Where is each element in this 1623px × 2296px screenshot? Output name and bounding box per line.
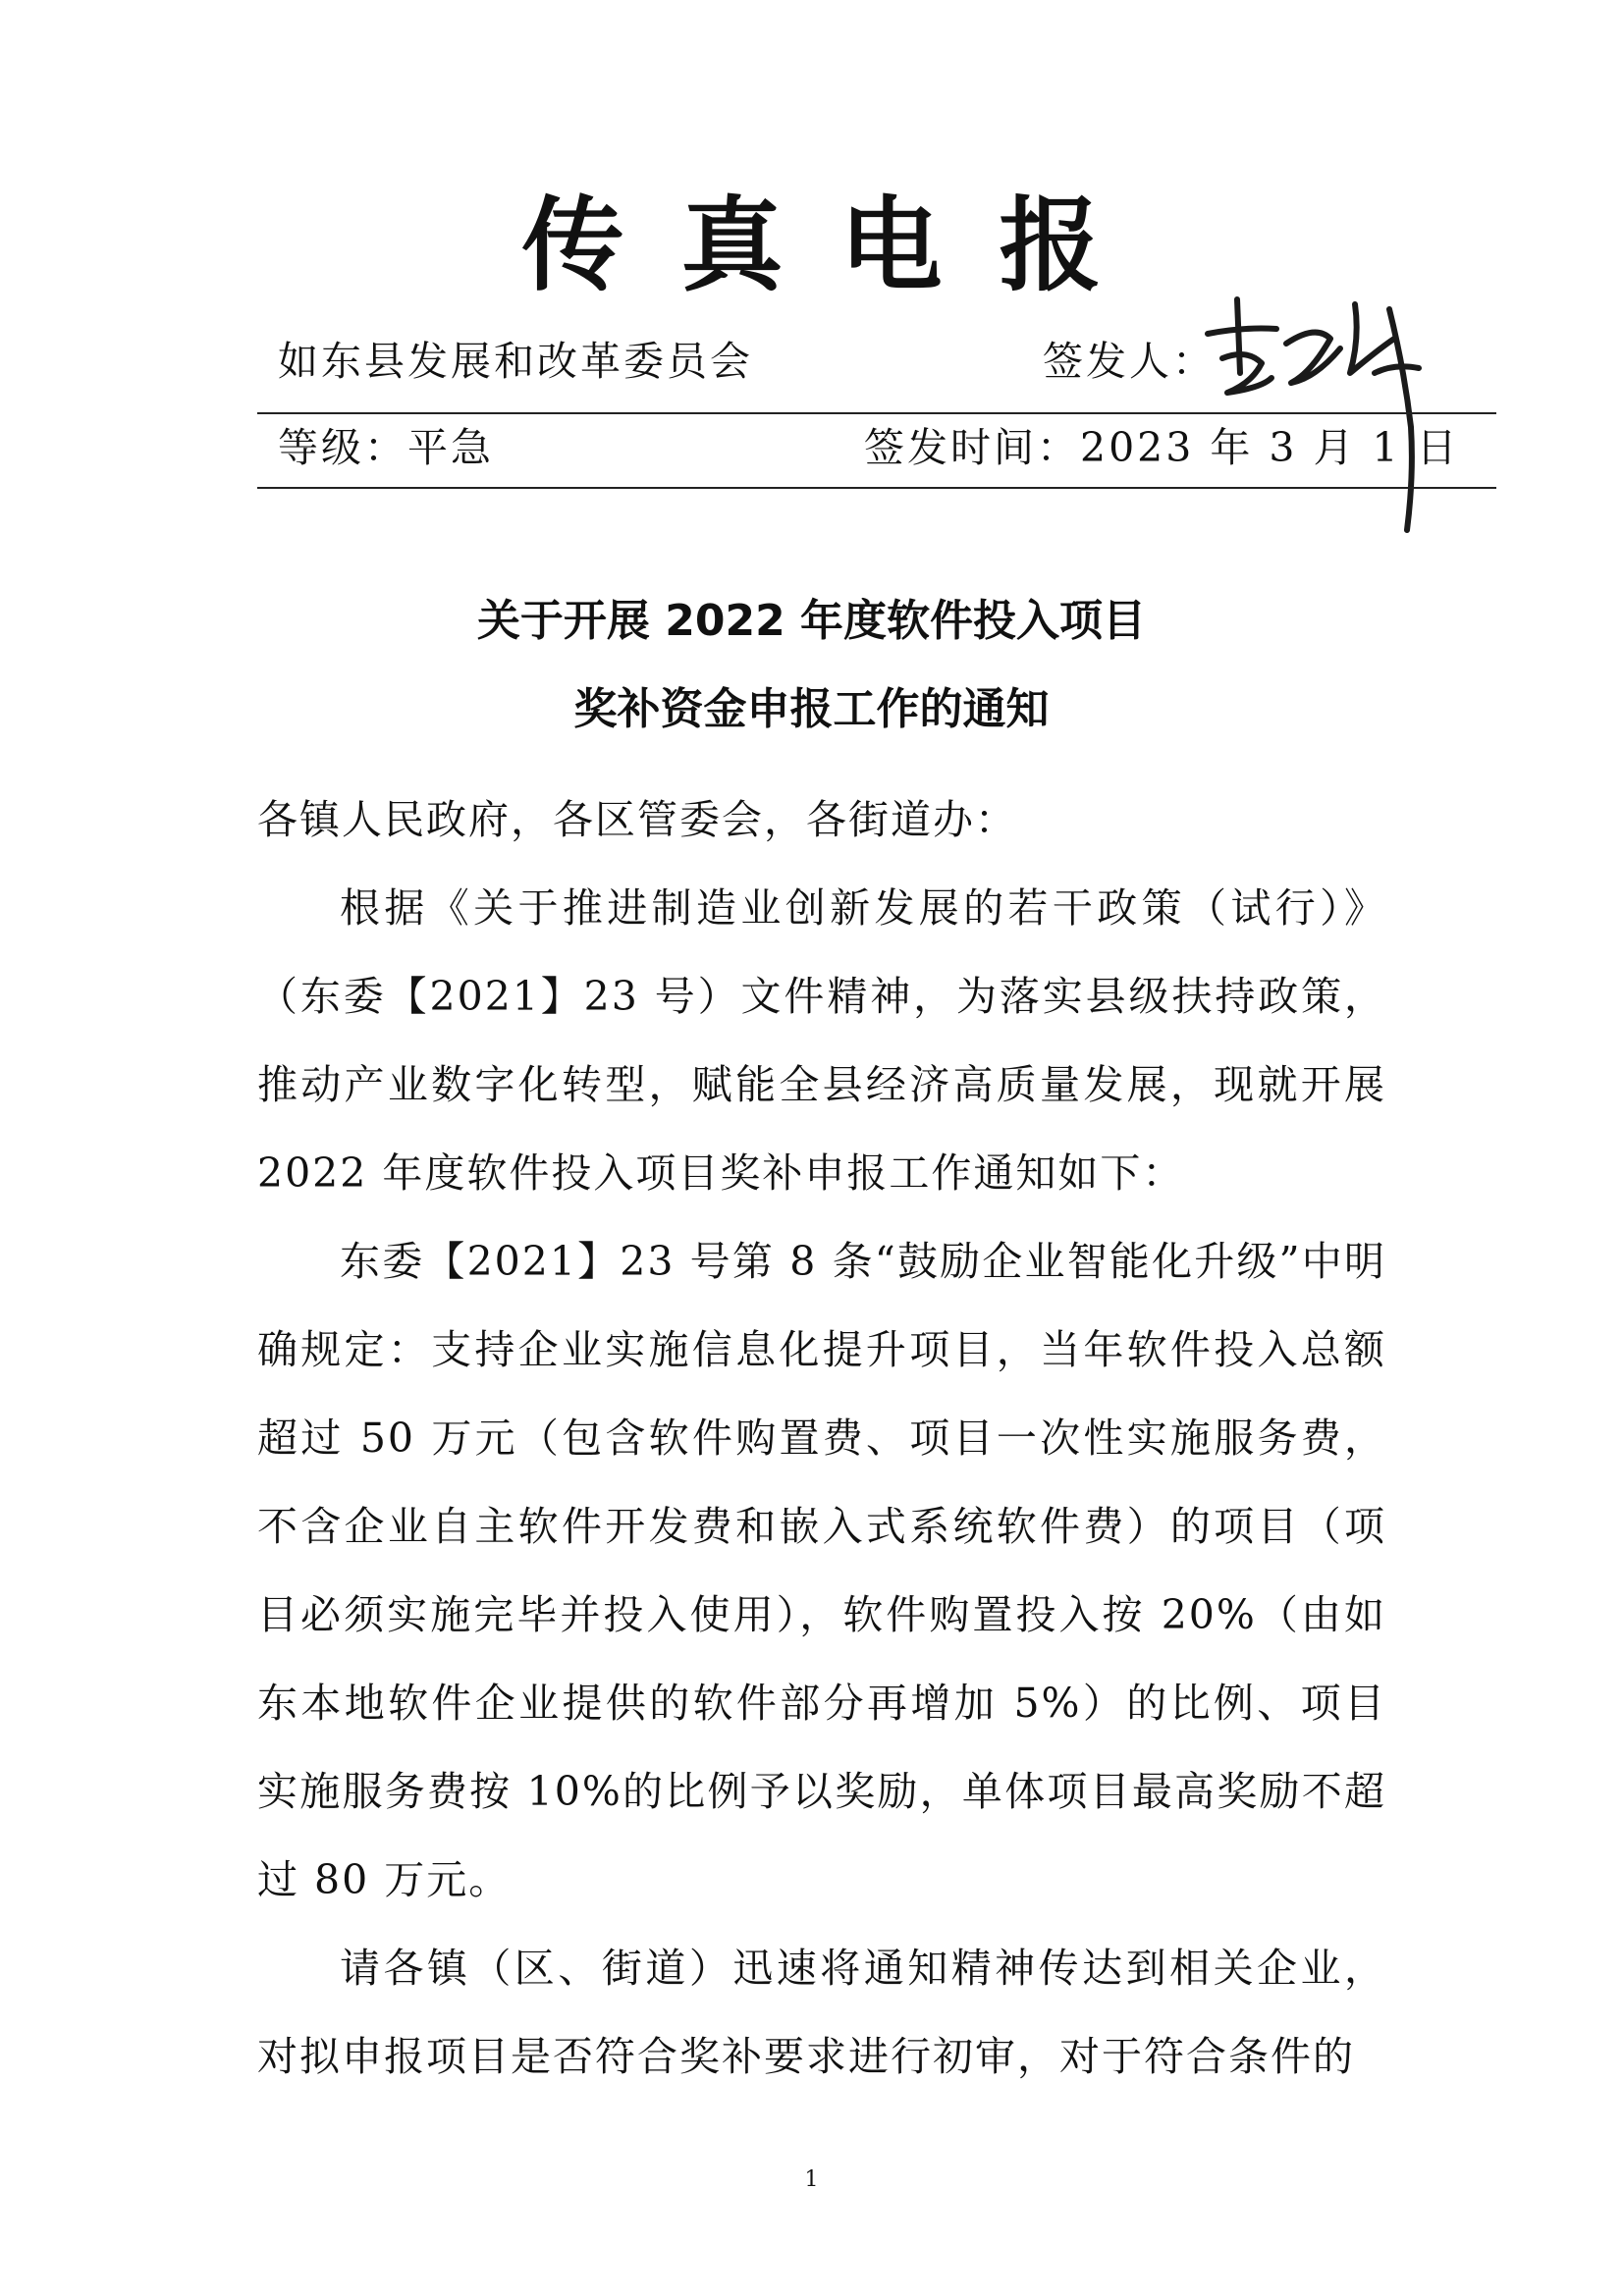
paragraph-1: 根据《关于推进制造业创新发展的若干政策（试行）》（东委【2021】23 号）文件精神，为落实县级扶持政策，推动产业数字化转型，赋能全县经济高质量发展，现就开展 2022 年度软件投入项目奖补申报工作通知如下： bbox=[257, 884, 1386, 1197]
fax-title: 传真电报 bbox=[521, 186, 1159, 305]
page-number: 1 bbox=[804, 2167, 819, 2192]
document-title-line-1: 关于开展 2022 年度软件投入项目 bbox=[476, 596, 1147, 646]
issuer-name: 如东县发展和改革委员会 bbox=[278, 338, 753, 385]
signer-label: 签发人： bbox=[1043, 338, 1216, 385]
document-title-line-2: 奖补资金申报工作的通知 bbox=[573, 684, 1050, 734]
sign-date: 签发时间：2023 年 3 月 1 日 bbox=[864, 424, 1460, 471]
urgency-level: 等级：平急 bbox=[278, 424, 494, 471]
header-divider-top bbox=[257, 412, 1496, 414]
document-body bbox=[257, 775, 1386, 2101]
header-divider-bottom bbox=[257, 487, 1496, 489]
salutation: 各镇人民政府，各区管委会，各街道办： bbox=[257, 796, 1017, 843]
paragraph-2: 东委【2021】23 号第 8 条“鼓励企业智能化升级”中明确规定：支持企业实施信息化提升项目，当年软件投入总额超过 50 万元（包含软件购置费、项目一次性实施服务费，不含企业自主软件开发费和嵌入式系统软件费）的项目（项目必须实施完毕并投入使用），软件购置投入按 20%（由如东本地软件企业提供的软件部分再增加 5%）的比例、项目实施服务费按 10%的比例予以奖励，单体项目最高奖励不超过 80 万元。 bbox=[257, 1238, 1386, 1903]
paragraph-3: 请各镇（区、街道）迅速将通知精神传达到相关企业，对拟申报项目是否符合奖补要求进行初审，对于符合条件的 bbox=[257, 1945, 1386, 2080]
